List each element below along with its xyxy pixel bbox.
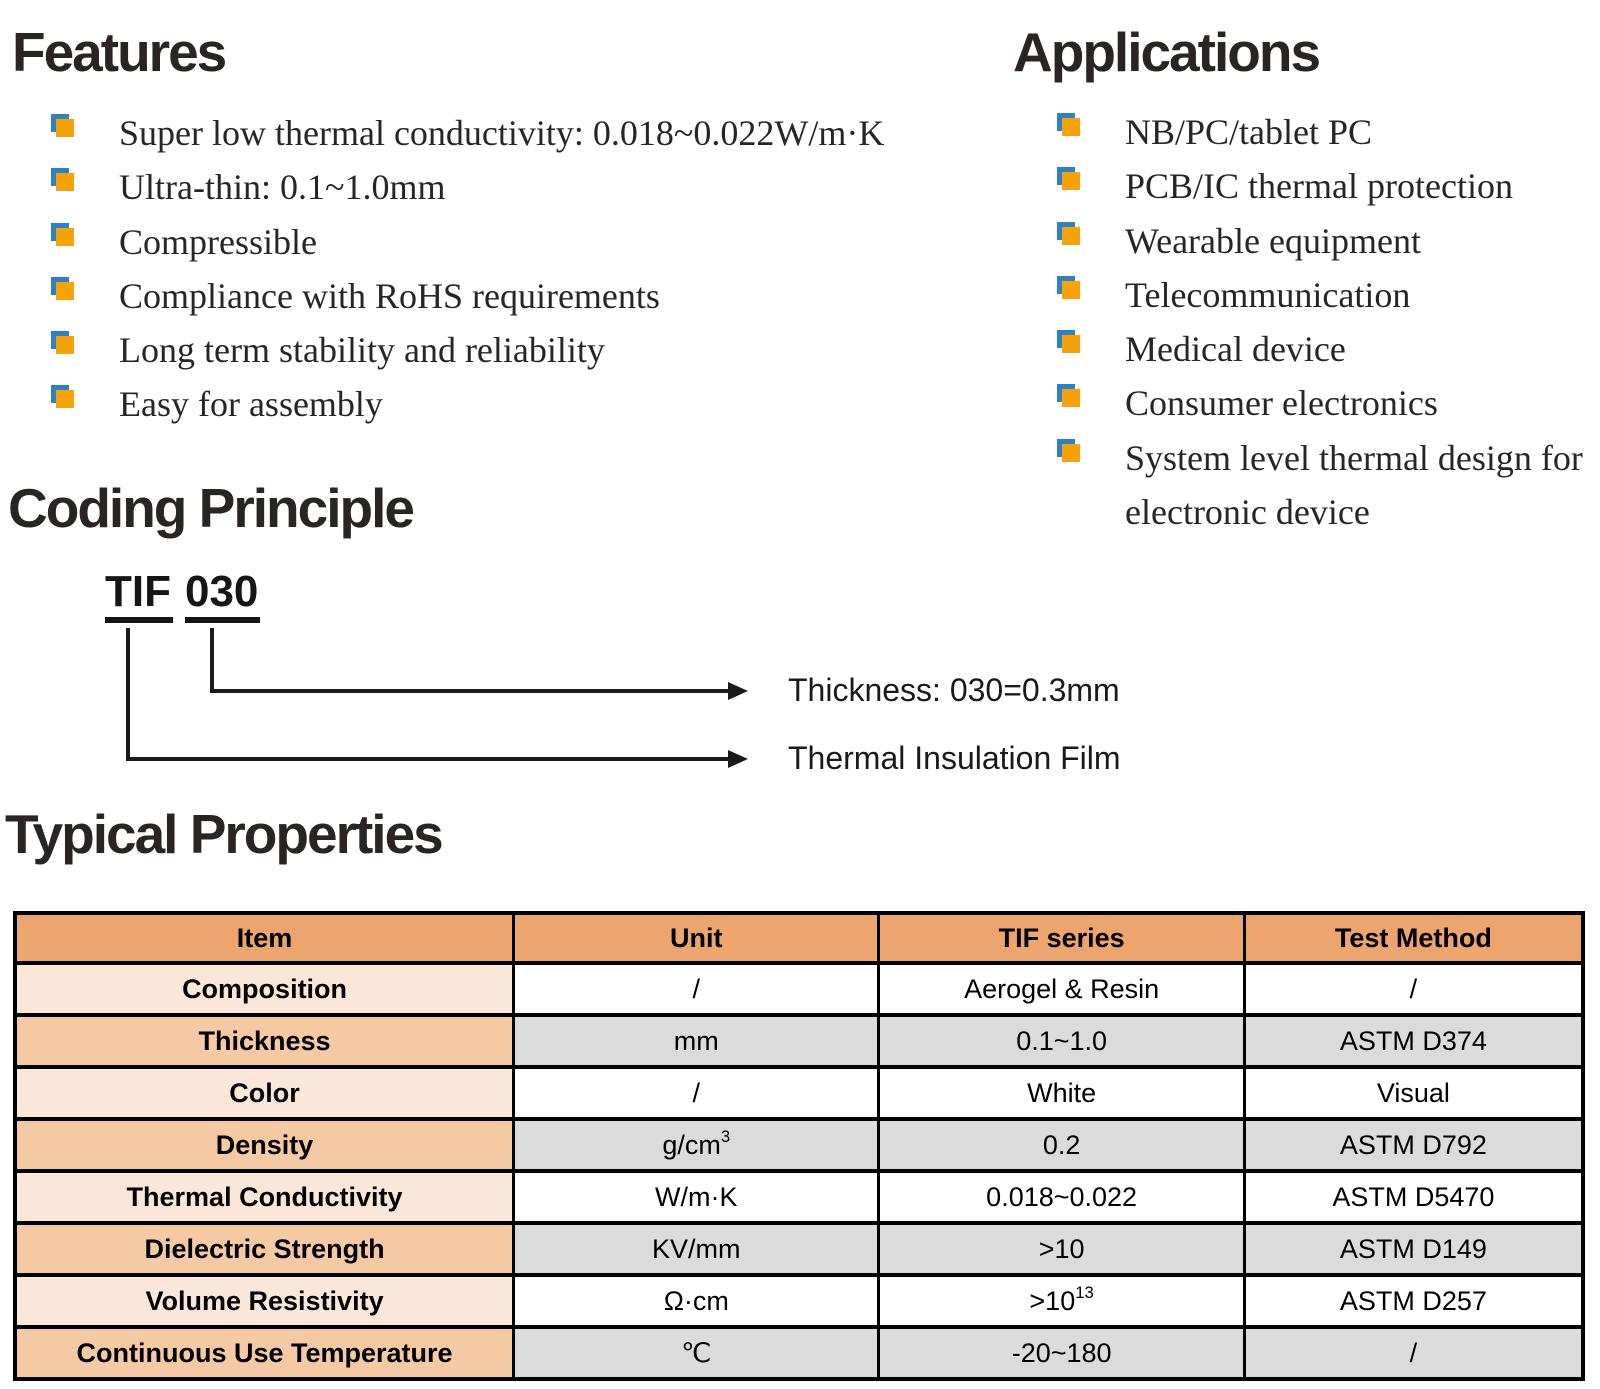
cell-value: Aerogel & Resin: [879, 963, 1244, 1015]
code-suffix: 030: [185, 568, 260, 623]
column-header-item: Item: [15, 913, 514, 963]
cell-item: Density: [15, 1119, 514, 1171]
leader-line-horizontal-030: [210, 689, 730, 693]
cell-unit: W/m·K: [514, 1171, 879, 1223]
application-text: PCB/IC thermal protection: [1125, 166, 1513, 207]
application-text: Wearable equipment: [1125, 220, 1421, 261]
code-prefix: TIF: [105, 568, 173, 623]
list-item: [51, 323, 884, 377]
bullet-square-icon: [51, 168, 74, 191]
list-item: [1057, 159, 1595, 213]
typical-properties-heading: Typical Properties: [5, 803, 442, 865]
cell-item: Thickness: [15, 1015, 514, 1067]
cell-item: Thermal Conductivity: [15, 1171, 514, 1223]
column-header-unit: Unit: [514, 913, 879, 963]
cell-value: White: [879, 1067, 1244, 1119]
list-item: [51, 106, 884, 160]
cell-item: Composition: [15, 963, 514, 1015]
cell-method: /: [1244, 963, 1583, 1015]
list-item: [1057, 322, 1595, 376]
table-row: [15, 1119, 1583, 1171]
cell-item: Color: [15, 1067, 514, 1119]
leader-line-horizontal-tif: [126, 757, 730, 761]
bullet-square-icon: [51, 331, 74, 354]
superscript: 13: [1075, 1283, 1094, 1303]
cell-value: 0.018~0.022: [879, 1171, 1244, 1223]
properties-table: [13, 911, 1585, 1381]
bullet-square-icon: [1057, 113, 1080, 136]
application-text: NB/PC/tablet PC: [1125, 112, 1373, 152]
bullet-square-icon: [1057, 222, 1080, 245]
cell-method: ASTM D792: [1244, 1119, 1583, 1171]
table-header-row: [15, 913, 1583, 963]
table-row: [15, 1067, 1583, 1119]
table-row: [15, 1015, 1583, 1067]
bullet-square-icon: [1057, 384, 1080, 407]
cell-value: -20~180: [879, 1327, 1244, 1379]
features-heading: Features: [12, 21, 226, 83]
list-item: [51, 269, 884, 323]
list-item: [1057, 214, 1595, 268]
bullet-square-icon: [51, 114, 74, 137]
feature-text: Compliance with RoHS requirements: [119, 275, 660, 316]
list-item: [51, 377, 884, 431]
table-row: [15, 1275, 1583, 1327]
bullet-square-icon: [1057, 276, 1080, 299]
table-row: [15, 1223, 1583, 1275]
leader-line-vertical-030: [210, 628, 214, 693]
bullet-square-icon: [51, 277, 74, 300]
film-name-label: Thermal Insulation Film: [788, 740, 1121, 776]
list-item: [51, 160, 884, 214]
cell-unit: ℃: [514, 1327, 879, 1379]
product-code: [105, 568, 260, 623]
table-row: [15, 1327, 1583, 1379]
cell-item: Continuous Use Temperature: [15, 1327, 514, 1379]
application-text: Telecommunication: [1125, 274, 1411, 315]
cell-item: Dielectric Strength: [15, 1223, 514, 1275]
column-header-test-method: Test Method: [1244, 913, 1583, 963]
cell-method: ASTM D257: [1244, 1275, 1583, 1327]
leader-line-vertical-tif: [126, 628, 130, 761]
cell-item: Volume Resistivity: [15, 1275, 514, 1327]
feature-text: Ultra-thin: 0.1~1.0mm: [119, 167, 446, 208]
cell-unit: Ω·cm: [514, 1275, 879, 1327]
feature-text: Easy for assembly: [119, 384, 383, 425]
list-item: [1057, 105, 1595, 159]
coding-principle-heading: Coding Principle: [8, 477, 413, 539]
bullet-square-icon: [51, 223, 74, 246]
cell-method: /: [1244, 1327, 1583, 1379]
table-row: [15, 1171, 1583, 1223]
cell-value: $>10^{13}$: [879, 1275, 1244, 1327]
feature-text: Super low thermal conductivity: 0.018~0.022W/m·K: [119, 113, 885, 153]
list-item: [1057, 431, 1595, 539]
features-list: [51, 106, 884, 432]
applications-list: [1057, 105, 1595, 539]
applications-heading: Applications: [1013, 21, 1320, 83]
thickness-code-label: Thickness: 030=0.3mm: [788, 672, 1120, 708]
cell-method: ASTM D149: [1244, 1223, 1583, 1275]
superscript: 3: [720, 1127, 731, 1147]
cell-method: ASTM D374: [1244, 1015, 1583, 1067]
table-row: [15, 963, 1583, 1015]
cell-unit: /: [514, 1067, 879, 1119]
cell-value: 0.1~1.0: [879, 1015, 1244, 1067]
application-text: Medical device: [1125, 329, 1346, 370]
cell-value: >10: [879, 1223, 1244, 1275]
cell-value: 0.2: [879, 1119, 1244, 1171]
cell-unit: $g/cm^3$: [514, 1119, 879, 1171]
cell-method: ASTM D5470: [1244, 1171, 1583, 1223]
list-item: [1057, 376, 1595, 430]
bullet-square-icon: [1057, 330, 1080, 353]
feature-text: Compressible: [119, 221, 317, 262]
column-header-tif-series: TIF series: [879, 913, 1244, 963]
cell-method: Visual: [1244, 1067, 1583, 1119]
bullet-square-icon: [1057, 439, 1080, 462]
arrow-right-icon: [728, 682, 748, 700]
application-text: Consumer electronics: [1125, 383, 1438, 424]
application-text: System level thermal design for electronic device: [1125, 437, 1583, 533]
cell-unit: KV/mm: [514, 1223, 879, 1275]
cell-unit: /: [514, 963, 879, 1015]
cell-unit: mm: [514, 1015, 879, 1067]
arrow-right-icon: [728, 750, 748, 768]
feature-text: Long term stability and reliability: [119, 330, 605, 371]
list-item: [1057, 268, 1595, 322]
bullet-square-icon: [1057, 167, 1080, 190]
bullet-square-icon: [51, 385, 74, 408]
list-item: [51, 215, 884, 269]
